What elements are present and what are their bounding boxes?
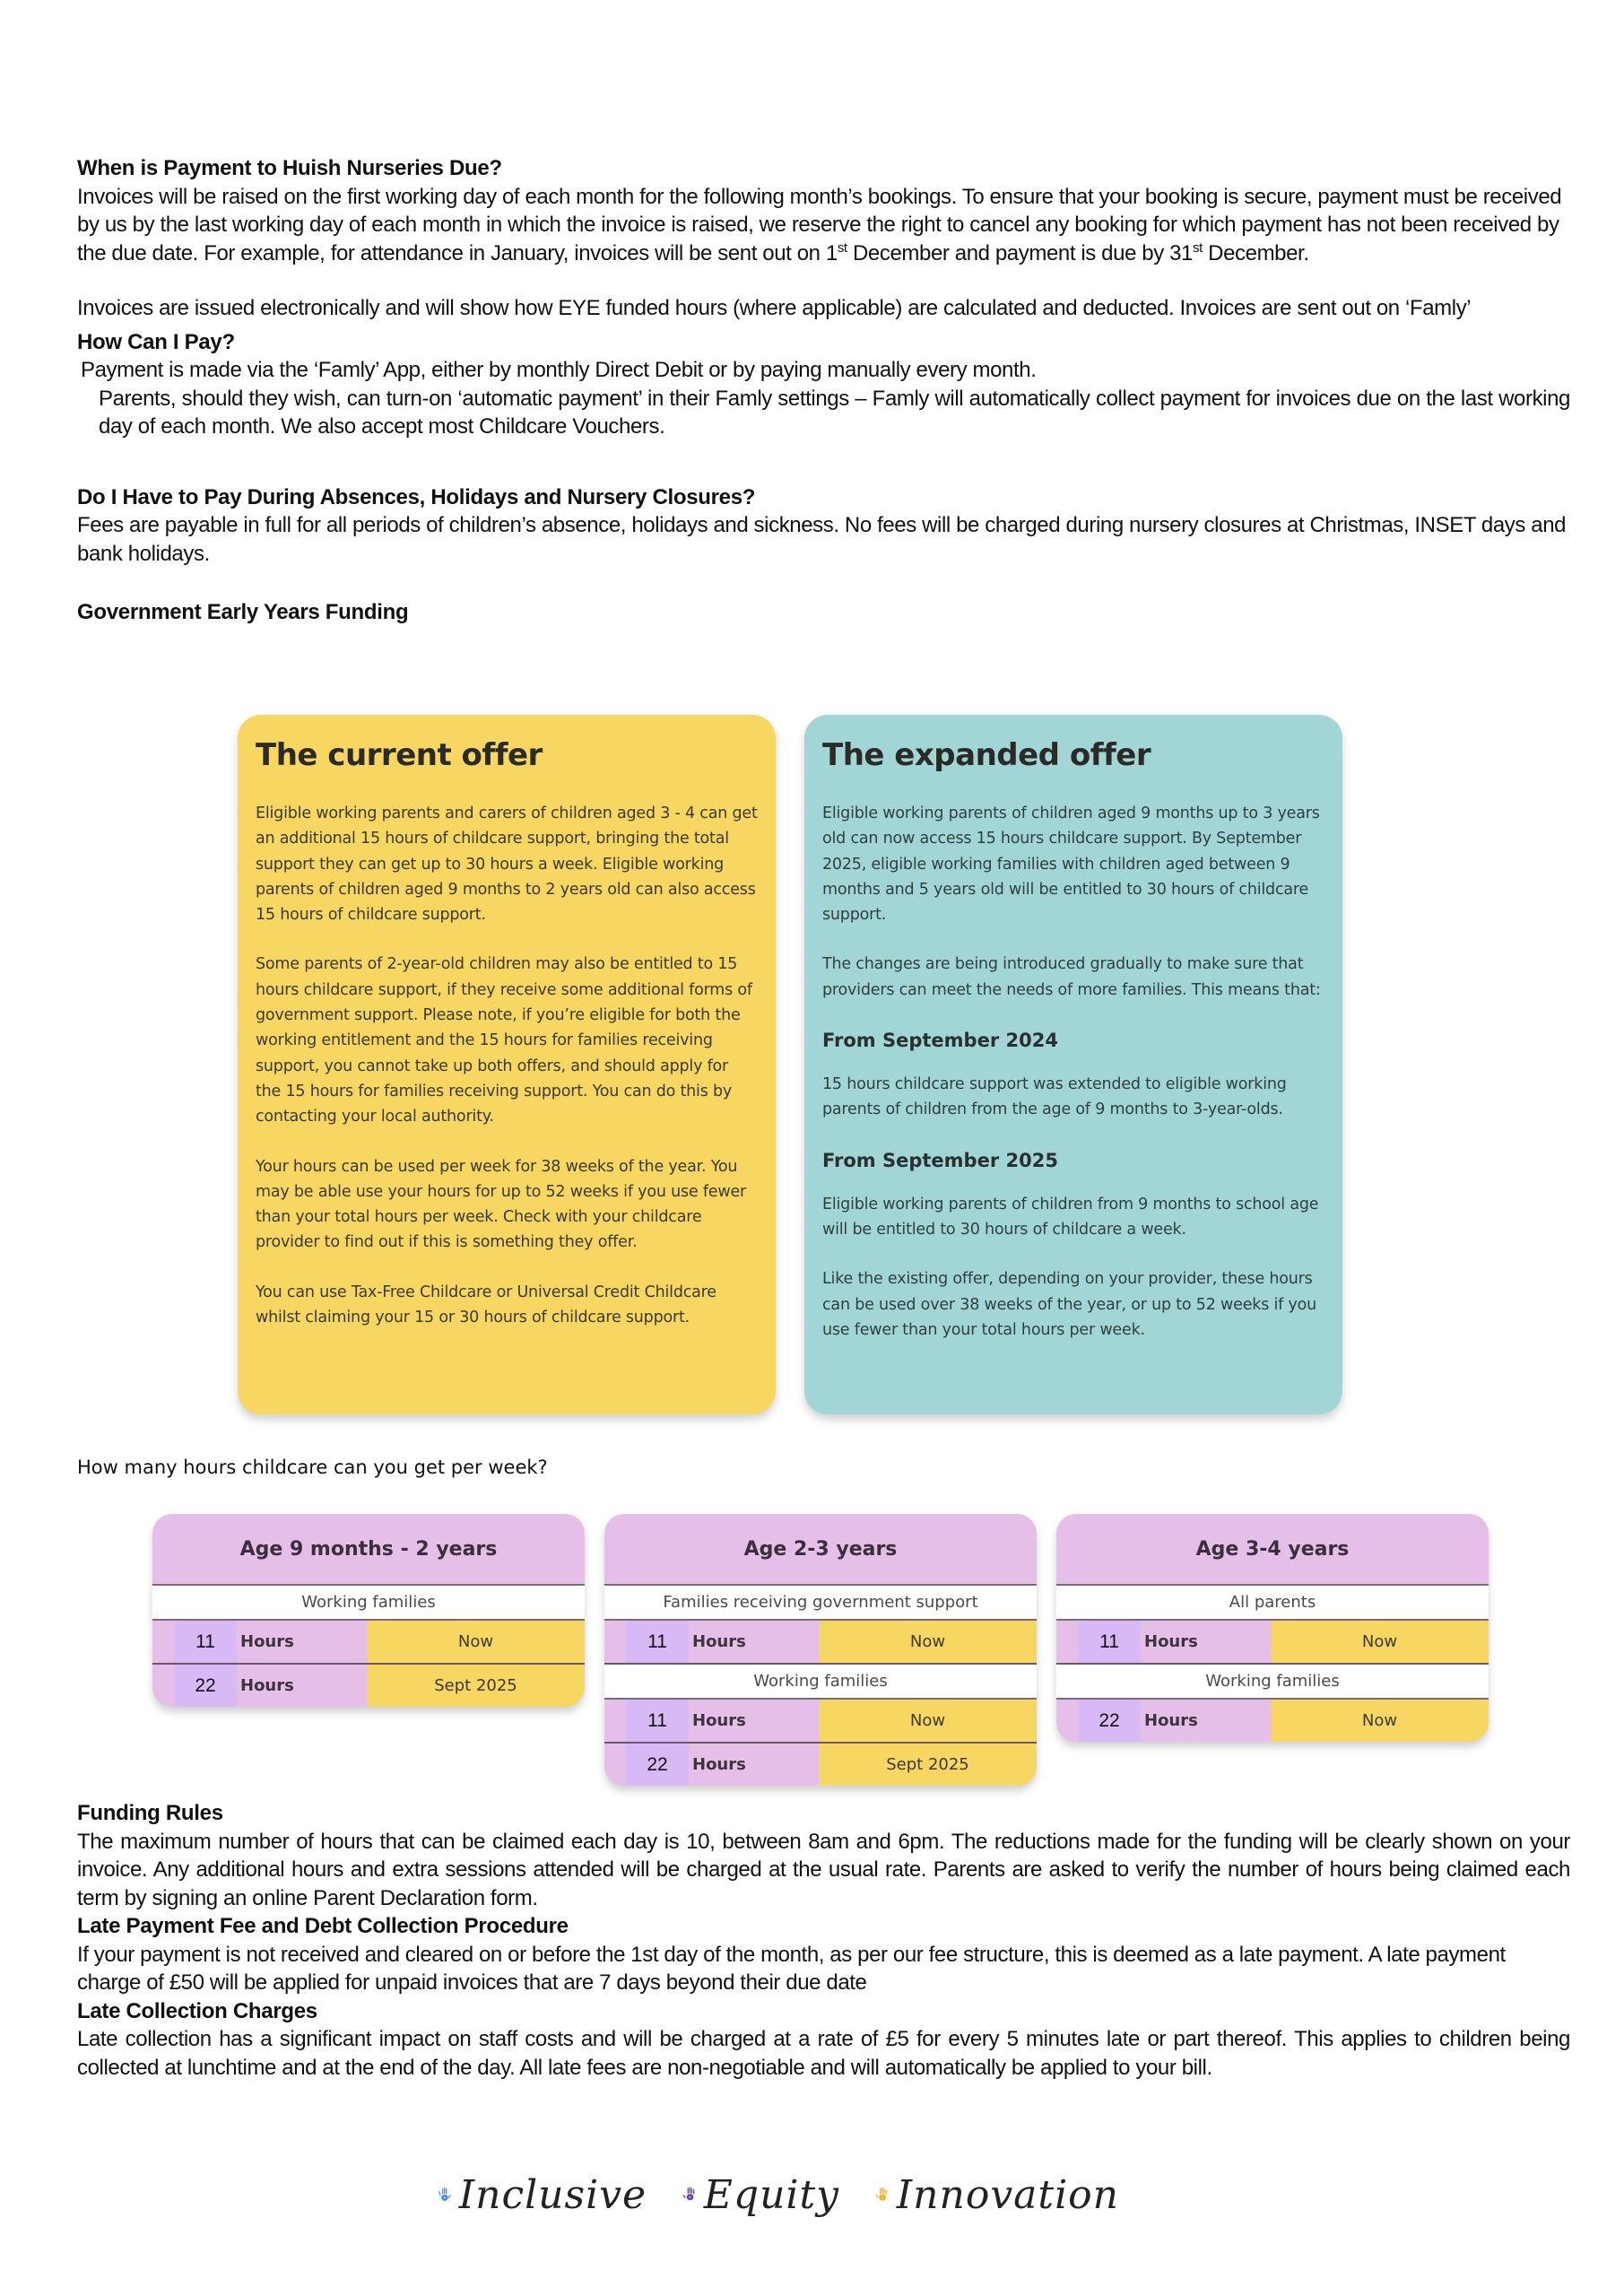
- hours-table-group-label: Working families: [1056, 1665, 1489, 1700]
- text-run: December.: [1202, 240, 1309, 265]
- logo-word-innovation: Innovation: [896, 2171, 1119, 2218]
- hours-table-row: [604, 1744, 1037, 1786]
- hours-table-group-label: All parents: [1056, 1586, 1489, 1621]
- payment-due-paragraph: [77, 183, 1570, 268]
- hours-table-row: [1056, 1700, 1489, 1742]
- expanded-offer-sub-text: Eligible working parents of children from 9 months to school age will be entitled to 30 hours of childcare a week.: [822, 1195, 1319, 1239]
- current-offer-paragraph: You can use Tax-Free Childcare or Universal Credit Childcare whilst claiming your 15 or 30 hours of childcare support.: [256, 1283, 716, 1327]
- hours-table-row: [1056, 1621, 1489, 1665]
- hours-when: Now: [367, 1621, 585, 1663]
- logo-word-equity: Equity: [703, 2171, 840, 2218]
- hours-unit: Hours: [240, 1632, 294, 1651]
- expanded-offer-changes: The changes are being introduced gradually to make sure that providers can meet the needs of more families. This means that:: [822, 955, 1321, 999]
- hours-unit: Hours: [692, 1711, 746, 1730]
- superscript: st: [837, 239, 847, 256]
- hours-table-title: Age 9 months - 2 years: [152, 1514, 585, 1586]
- hours-when: Now: [819, 1621, 1037, 1663]
- section-heading-late-collection: Late Collection Charges: [77, 1998, 317, 2023]
- hours-when: Now: [819, 1700, 1037, 1742]
- hours-value: 22: [174, 1665, 237, 1707]
- hours-table-row: [604, 1621, 1037, 1665]
- hours-unit: Hours: [1144, 1711, 1198, 1730]
- absences-paragraph: Fees are payable in full for all periods of children’s absence, holidays and sickness. No fees will be charged during nursery closures at Christmas, INSET days and bank holidays.: [77, 513, 1567, 566]
- hours-table-group-label: Families receiving government support: [604, 1586, 1037, 1621]
- superscript: st: [1193, 239, 1203, 256]
- footer-logo: [438, 2145, 1155, 2244]
- funding-rules-paragraph: The maximum number of hours that can be claimed each day is 10, between 8am and 6pm. The reductions made for the funding will be clearly shown on your invoice. Any additional hours and extra sessions attended will be charged at the usual rate. Parents are asked to verify the number of hours being claimed each term by signing an online Parent Declaration form.: [77, 1829, 1570, 1910]
- current-offer-title: The current offer: [256, 737, 543, 773]
- hours-table-2-3y: [604, 1514, 1037, 1786]
- hours-when: Now: [1271, 1621, 1489, 1663]
- current-offer-paragraph: Eligible working parents and carers of children aged 3 - 4 can get an additional 15 hours of childcare support, bringing the total support they can get up to 30 hours a week. Eligible working parents of children aged 9 months to 2 years old can also access 15 hours of childcare support.: [256, 804, 758, 925]
- hours-table-3-4y: [1056, 1514, 1489, 1742]
- section-heading-how-to-pay: How Can I Pay?: [77, 329, 235, 354]
- logo-word-inclusive: Inclusive: [458, 2171, 647, 2218]
- section-heading-absences: Do I Have to Pay During Absences, Holidays and Nursery Closures?: [77, 484, 756, 509]
- hours-unit: Hours: [1144, 1632, 1198, 1651]
- purple-handprint-icon: [682, 2159, 697, 2231]
- how-to-pay-line-2: Parents, should they wish, can turn-on ‘automatic payment’ in their Famly settings – Famly will automatically collect payment for invoices due on the last working day of each month. We also accept most Childcare Vouchers.: [99, 386, 1570, 439]
- hours-value: 11: [626, 1700, 689, 1742]
- expanded-offer-subheading: From September 2025: [822, 1149, 1058, 1171]
- section-heading-late-payment: Late Payment Fee and Debt Collection Procedure: [77, 1914, 569, 1938]
- expanded-offer-intro: Eligible working parents of children aged 9 months up to 3 years old can now access 15 hours childcare support. By September 2025, eligible working families with children aged between 9 months and 5 years old will be entitled to 30 hours of childcare support.: [822, 804, 1320, 925]
- hours-value: 22: [626, 1744, 689, 1786]
- blue-handprint-icon: [438, 2159, 452, 2231]
- hours-value: 11: [174, 1621, 237, 1663]
- hours-table-group-label: Working families: [152, 1586, 585, 1621]
- hours-when: Sept 2025: [819, 1744, 1037, 1786]
- hours-table-9m-2y: [152, 1514, 585, 1707]
- hours-value: 11: [626, 1621, 689, 1663]
- current-offer-paragraph: Some parents of 2-year-old children may also be entitled to 15 hours childcare support, if they receive some additional forms of government support. Please note, if you’re eligible for both the working entitlement and the 15 hours for families receiving support, you cannot take up both offers, and should apply for the 15 hours for families receiving support. You can do this by contacting your local authority.: [256, 955, 752, 1126]
- rules-section: [77, 1799, 1570, 2082]
- hours-table-title: Age 3-4 years: [1056, 1514, 1489, 1586]
- invoices-paragraph: Invoices are issued electronically and will show how EYE funded hours (where applicable) are calculated and deducted. Invoices are sent out on ‘Famly’: [77, 296, 1472, 320]
- hours-table-row: [152, 1621, 585, 1665]
- expanded-offer-title: The expanded offer: [822, 737, 1151, 773]
- hours-table-group-label: Working families: [604, 1665, 1037, 1700]
- hours-value: 22: [1078, 1700, 1141, 1742]
- expanded-offer-sub-text: 15 hours childcare support was extended to eligible working parents of children from the age of 9 months to 3-year-olds.: [822, 1075, 1287, 1119]
- section-heading-funding-rules: Funding Rules: [77, 1801, 223, 1825]
- offer-cards: [238, 715, 1350, 1414]
- yellow-handprint-icon: [875, 2159, 890, 2231]
- hours-table-row: [152, 1665, 585, 1707]
- expanded-offer-closing: Like the existing offer, depending on your provider, these hours can be used over 38 weeks of the year, or up to 52 weeks if you use fewer than your total hours per week.: [822, 1270, 1317, 1339]
- hours-unit: Hours: [692, 1632, 746, 1651]
- hours-table-title: Age 2-3 years: [604, 1514, 1037, 1586]
- hours-question: How many hours childcare can you get per week?: [77, 1457, 548, 1478]
- text-run: December and payment is due by 31: [847, 240, 1193, 265]
- section-heading-payment-due: When is Payment to Huish Nurseries Due?: [77, 156, 502, 180]
- hours-value: 11: [1078, 1621, 1141, 1663]
- hours-when: Sept 2025: [367, 1665, 585, 1707]
- current-offer-paragraph: Your hours can be used per week for 38 weeks of the year. You may be able use your hours for up to 52 weeks if you use fewer than your total hours per week. Check with your childcare provider to find out if this is something they offer.: [256, 1157, 747, 1252]
- hours-unit: Hours: [692, 1755, 746, 1774]
- late-payment-paragraph: If your payment is not received and cleared on or before the 1st day of the month, as per our fee structure, this is deemed as a late payment. A late payment charge of £50 will be applied for unpaid invoices that are 7 days beyond their due date: [77, 1942, 1506, 1995]
- hours-when: Now: [1271, 1700, 1489, 1742]
- late-collection-paragraph: Late collection has a significant impact on staff costs and will be charged at a rate of £5 for every 5 minutes late or part thereof. This applies to children being collected at lunchtime and at the end of the day. All late fees are non-negotiable and will automatically be applied to your bill.: [77, 2027, 1570, 2080]
- hours-unit: Hours: [240, 1676, 294, 1695]
- hours-table-row: [604, 1700, 1037, 1744]
- expanded-offer-card: [804, 715, 1342, 1414]
- current-offer-card: [238, 715, 776, 1414]
- page-body: [77, 154, 1570, 627]
- text-run: Invoices will be raised on the first working day of each month for the following month’s bookings. To ensure that your booking is secure, payment must be received by us by the last working day of each month in which the invoice is raised, we reserve the right to cancel any booking for which payment has not been received by the due date. For example, for attendance in January, invoices will be sent out on 1: [77, 184, 1562, 265]
- expanded-offer-subheading: From September 2024: [822, 1030, 1058, 1052]
- section-heading-funding: Government Early Years Funding: [77, 600, 409, 624]
- how-to-pay-line-1: Payment is made via the ‘Famly’ App, either by monthly Direct Debit or by paying manually every month.: [81, 358, 1037, 382]
